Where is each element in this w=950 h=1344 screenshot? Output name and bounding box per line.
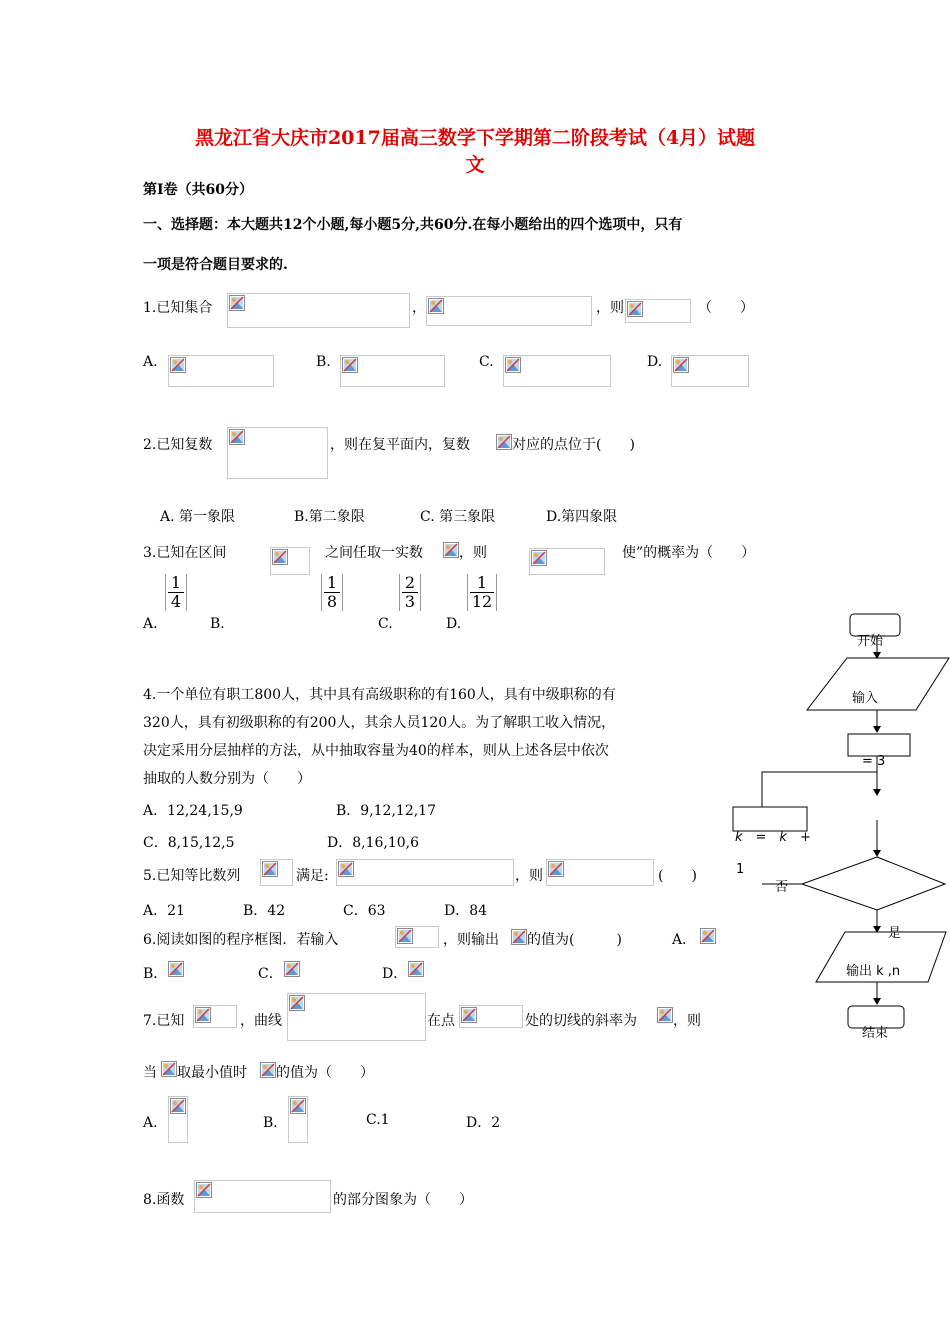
q1-option-d-image xyxy=(671,355,749,387)
q8-formula-image xyxy=(194,1180,331,1213)
image-placeholder-icon xyxy=(408,961,424,977)
q3-formula-image-2 xyxy=(443,542,459,558)
q3-mid: 之间任取一实数 xyxy=(325,545,423,561)
q6-option-c-image xyxy=(284,961,300,981)
q5-option-a: A．21 xyxy=(143,903,185,919)
q3-formula-image-1 xyxy=(270,547,310,575)
q5-mid: 满足: xyxy=(296,868,329,884)
q7-formula-image-3 xyxy=(459,1005,523,1028)
q4-line-1: 4.一个单位有职工800人，其中具有高级职称的有160人，具有中级职称的有 xyxy=(143,687,616,703)
q7-option-a-image xyxy=(168,1096,188,1143)
q7-option-b: B． xyxy=(263,1115,288,1131)
q7-formula-image-1 xyxy=(193,1005,237,1028)
flow-output-label: 输出 k ,n xyxy=(846,964,901,979)
image-placeholder-icon xyxy=(342,357,358,373)
flow-start-label: 开始 xyxy=(857,634,884,649)
q6-option-c: C． xyxy=(258,966,283,982)
q1-option-c: C. xyxy=(479,354,494,370)
image-placeholder-icon xyxy=(272,549,288,565)
image-placeholder-icon xyxy=(700,928,716,944)
q1-formula-image-3 xyxy=(625,299,691,323)
q2-option-b: B.第二象限 xyxy=(294,509,365,525)
q6-option-b-image xyxy=(168,961,184,981)
q7-line2-value: 的值为（ ） xyxy=(276,1065,374,1081)
image-placeholder-icon xyxy=(428,298,444,314)
image-placeholder-icon xyxy=(168,961,184,977)
q8-suffix: 的部分图象为（ ） xyxy=(333,1192,473,1208)
image-placeholder-icon xyxy=(338,861,354,877)
q6-suffix: 的值为( ) xyxy=(527,932,622,948)
arrowhead xyxy=(873,726,881,733)
q6-option-d-image xyxy=(408,961,424,981)
image-placeholder-icon xyxy=(397,928,413,944)
arrowhead xyxy=(873,789,881,796)
q7-option-d: D．2 xyxy=(466,1115,501,1131)
image-placeholder-icon xyxy=(195,1007,211,1023)
q1-option-b-image xyxy=(340,355,445,387)
q7-formula-image-6 xyxy=(260,1062,276,1080)
q6-option-b: B． xyxy=(143,966,168,982)
image-placeholder-icon xyxy=(196,1182,212,1198)
q1-formula-image-1 xyxy=(227,293,410,328)
q3-option-a: A. xyxy=(143,616,158,632)
q7-line2-min: 取最小值时 xyxy=(177,1065,247,1081)
flow-yes-label: 是 xyxy=(888,926,902,941)
q5-option-b: B．42 xyxy=(243,903,286,919)
q6-formula-image-1 xyxy=(395,926,439,948)
q7-option-c: C.1 xyxy=(366,1112,390,1128)
image-placeholder-icon xyxy=(627,301,643,317)
image-placeholder-icon xyxy=(290,1098,306,1114)
q1-option-b: B. xyxy=(316,354,331,370)
image-placeholder-icon xyxy=(284,961,300,977)
flow-end-label: 结束 xyxy=(862,1026,889,1041)
q2-formula-image-2 xyxy=(496,434,512,450)
q3-fraction-a: $\frac{1}{4}$ xyxy=(168,574,184,611)
image-placeholder-icon xyxy=(289,995,305,1011)
q1-prefix: 1.已知集合 xyxy=(143,300,213,316)
q2-option-d: D.第四象限 xyxy=(546,509,618,525)
q2-option-a: A. 第一象限 xyxy=(160,509,236,525)
image-placeholder-icon xyxy=(461,1007,477,1023)
image-placeholder-icon xyxy=(260,1062,276,1078)
q3-fraction-d: $\frac{1}{12}$ xyxy=(471,573,493,611)
q4-option-d: D．8,16,10,6 xyxy=(327,835,420,851)
arrowhead xyxy=(873,850,881,857)
q2-option-c: C. 第三象限 xyxy=(420,509,496,525)
arrowhead xyxy=(873,998,881,1005)
q1-comma: ， xyxy=(412,300,426,316)
q1-option-c-image xyxy=(503,355,611,387)
q1-then: ，则 xyxy=(596,300,624,316)
image-placeholder-icon xyxy=(673,357,689,373)
q4-line-2: 320人，具有初级职称的有200人，其余人员120人。为了解职工收入情况， xyxy=(143,715,616,731)
q7-curve: ，曲线 xyxy=(240,1013,282,1029)
q5-then: ，则 xyxy=(515,868,543,884)
q4-line-4: 抽取的人数分别为（ ） xyxy=(143,771,311,787)
q4-option-a: A．12,24,15,9 xyxy=(143,803,243,819)
image-placeholder-icon xyxy=(262,861,278,877)
flow-assign-node xyxy=(848,734,910,756)
image-placeholder-icon xyxy=(229,295,245,311)
image-placeholder-icon xyxy=(170,357,186,373)
q5-paren: ( ) xyxy=(658,868,697,884)
flow-no-label: 否 xyxy=(775,880,789,895)
q7-option-a: A． xyxy=(143,1115,168,1131)
image-placeholder-icon xyxy=(229,429,245,445)
doc-title-line1: 黑龙江省大庆市2017届高三数学下学期第二阶段考试（4月）试题 xyxy=(194,127,756,149)
q7-formula-image-5 xyxy=(161,1061,177,1079)
q6-option-a-image xyxy=(700,928,718,946)
image-placeholder-icon xyxy=(505,357,521,373)
q5-prefix: 5.已知等比数列 xyxy=(143,868,241,884)
image-placeholder-icon xyxy=(657,1007,673,1023)
flow-loop-back-line xyxy=(762,772,877,807)
q3-option-c: C. xyxy=(378,616,393,632)
q7-formula-image-2 xyxy=(287,993,426,1041)
image-placeholder-icon xyxy=(531,550,547,566)
flow-assign-label: = 3 xyxy=(862,754,886,769)
section-intro-2: 一项是符合题目要求的. xyxy=(143,257,288,273)
q6-formula-image-2 xyxy=(511,929,527,945)
image-placeholder-icon xyxy=(511,929,527,945)
q5-formula-image-1 xyxy=(260,859,293,886)
q6-mid: ，则输出 xyxy=(443,932,499,948)
q7-formula-image-4 xyxy=(657,1007,673,1025)
q7-line2-when: 当 xyxy=(143,1065,157,1081)
flow-increment-label-2: 1 xyxy=(736,862,745,877)
q6-prefix: 6.阅读如图的程序框图．若输入 xyxy=(143,932,339,948)
q3-prefix: 3.已知在区间 xyxy=(143,545,227,561)
q1-formula-image-2 xyxy=(426,296,592,326)
flow-increment-label: k = k + xyxy=(735,830,811,845)
q7-slope: 处的切线的斜率为 xyxy=(525,1013,637,1029)
image-placeholder-icon xyxy=(496,434,512,450)
q5-option-d: D．84 xyxy=(444,903,488,919)
q3-formula-image-3 xyxy=(529,548,605,575)
section-heading: 第Ⅰ卷（共60分） xyxy=(143,182,254,198)
q7-option-b-image xyxy=(288,1096,308,1143)
image-placeholder-icon xyxy=(548,861,564,877)
q1-paren: （ ） xyxy=(698,300,754,316)
q7-at-point: 在点 xyxy=(427,1013,455,1029)
q3-then: ，则 xyxy=(459,545,487,561)
q1-option-d: D. xyxy=(647,354,663,370)
q3-option-b: B. xyxy=(210,616,225,632)
q4-line-3: 决定采用分层抽样的方法，从中抽取容量为40的样本，则从上述各层中依次 xyxy=(143,743,609,759)
q1-option-a: A. xyxy=(143,354,158,370)
image-placeholder-icon xyxy=(161,1061,177,1077)
q6-option-d: D． xyxy=(382,966,408,982)
q3-fraction-c: $\frac{2}{3}$ xyxy=(402,574,418,611)
flow-decision-node xyxy=(802,857,945,910)
q8-prefix: 8.函数 xyxy=(143,1192,185,1208)
program-flowchart xyxy=(720,600,950,1050)
q3-option-d: D. xyxy=(446,616,462,632)
image-placeholder-icon xyxy=(170,1098,186,1114)
q5-option-c: C．63 xyxy=(343,903,386,919)
q4-option-c: C．8,15,12,5 xyxy=(143,835,235,851)
q7-then: ，则 xyxy=(673,1013,701,1029)
flow-input-label: 输入 xyxy=(852,691,879,706)
doc-title-line2: 文 xyxy=(465,154,485,176)
q2-suffix: 对应的点位于( ) xyxy=(512,437,635,453)
image-placeholder-icon xyxy=(443,542,459,558)
q6-option-a: A． xyxy=(672,932,697,948)
q1-option-a-image xyxy=(168,355,274,387)
q5-formula-image-2 xyxy=(336,859,514,886)
q4-option-b: B．9,12,12,17 xyxy=(336,803,436,819)
section-intro-1: 一、选择题：本大题共12个小题,每小题5分,共60分.在每小题给出的四个选项中，只有 xyxy=(143,217,683,233)
q2-formula-image-1 xyxy=(227,427,328,479)
q7-prefix: 7.已知 xyxy=(143,1013,185,1029)
q2-prefix: 2.已知复数 xyxy=(143,437,213,453)
q2-mid: ，则在复平面内，复数 xyxy=(330,437,470,453)
q5-formula-image-3 xyxy=(546,859,654,886)
q3-fraction-b: $\frac{1}{8}$ xyxy=(324,574,340,611)
q3-suffix: 使”的概率为（ ） xyxy=(622,545,756,561)
